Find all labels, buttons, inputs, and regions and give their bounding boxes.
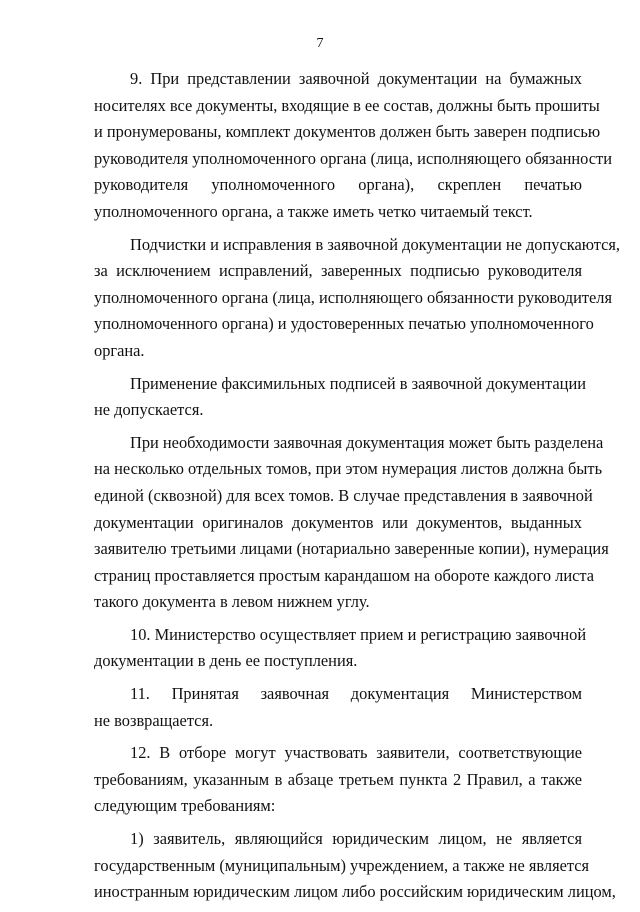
text-line: уполномоченного органа) и удостоверенных печатью уполномоченного (94, 314, 594, 334)
paragraph-10 (94, 622, 587, 675)
text-line: и пронумерованы, комплект документов должен быть заверен подписью (94, 122, 601, 142)
text-line: иностранным юридическим лицом либо российским юридическим лицом, (94, 882, 616, 902)
text-line: Подчистки и исправления в заявочной документации не допускаются, (130, 234, 621, 254)
text-line: на несколько отдельных томов, при этом нумерация листов должна быть (94, 459, 603, 479)
text-line: требованиям, указанным в абзаце третьем пункта 2 Правил, а также (94, 769, 582, 789)
paragraph-volumes (94, 430, 609, 616)
paragraph-11 (94, 681, 582, 734)
paragraph-9 (94, 66, 612, 226)
text-line: При необходимости заявочная документация может быть разделена (130, 432, 604, 452)
text-line: документации оригиналов документов или документов, выданных (94, 512, 582, 532)
text-line: заявителю третьими лицами (нотариально заверенные копии), нумерация (94, 539, 609, 559)
text-line: 1) заявитель, являющийся юридическим лицом, не является (130, 829, 582, 849)
text-line: единой (сквозной) для всех томов. В случае представления в заявочной (94, 485, 593, 505)
text-line: руководителя уполномоченного органа (лица, исполняющего обязанности (94, 148, 612, 168)
text-line: 12. В отборе могут участвовать заявители, соответствующие (130, 743, 582, 763)
text-line: государственным (муниципальным) учреждением, а также не является (94, 855, 590, 875)
text-line: Применение факсимильных подписей в заявочной документации (130, 373, 586, 393)
text-line: носителях все документы, входящие в ее состав, должны быть прошиты (94, 95, 600, 115)
document-body (94, 66, 621, 912)
text-line: следующим требованиям: (94, 796, 276, 816)
text-line: уполномоченного органа (лица, исполняющего обязанности руководителя (94, 287, 612, 307)
text-line: уполномоченного органа, а также иметь четко читаемый текст. (94, 201, 533, 221)
text-line: 9. При представлении заявочной документации на бумажных (130, 69, 582, 88)
paragraph-12 (94, 740, 582, 820)
text-line: 11. Принятая заявочная документация Министерством (130, 684, 582, 704)
paragraph-12-item-1 (94, 826, 616, 906)
text-line: не допускается. (94, 400, 204, 420)
paragraph-facsimile (94, 371, 586, 424)
text-line: органа. (94, 340, 145, 360)
paragraph-corrections (94, 232, 621, 365)
text-line: 10. Министерство осуществляет прием и регистрацию заявочной (130, 624, 587, 644)
text-line: не возвращается. (94, 710, 214, 730)
text-line: руководителя уполномоченного органа), скреплен печатью (94, 175, 582, 195)
text-line: документации в день ее поступления. (94, 651, 358, 671)
text-line: за исключением исправлений, заверенных подписью руководителя (94, 261, 582, 281)
text-line: страниц проставляется простым карандашом на обороте каждого листа (94, 565, 595, 585)
page-number: 7 (316, 36, 324, 51)
text-line: такого документа в левом нижнем углу. (94, 592, 370, 612)
